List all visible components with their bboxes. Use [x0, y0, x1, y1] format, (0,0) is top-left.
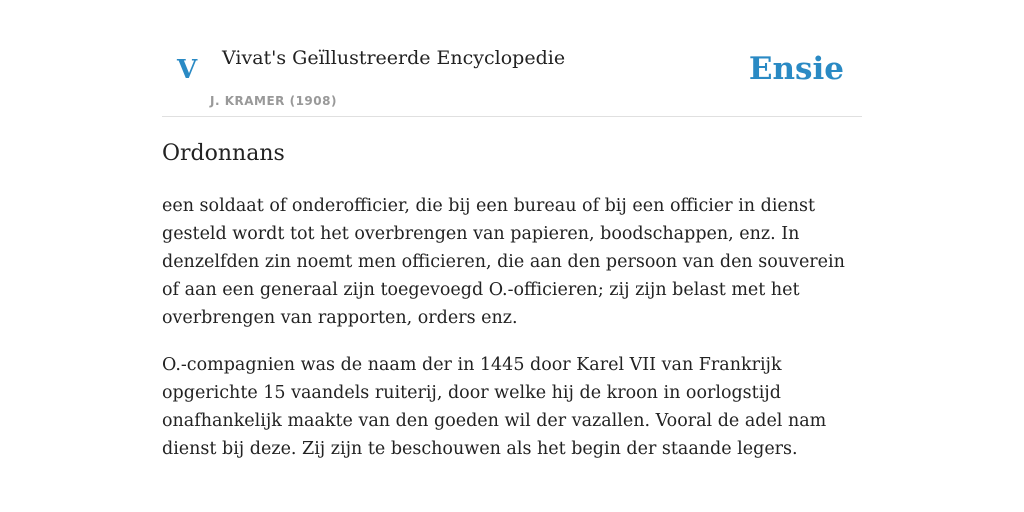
- brand-logo-link[interactable]: Ensie: [748, 51, 844, 87]
- article-body: [162, 192, 862, 482]
- source-logo[interactable]: V: [177, 55, 198, 85]
- article-headword: Ordonnans: [162, 141, 285, 166]
- source-title[interactable]: Vivat's Geïllustreerde Encyclopedie: [222, 47, 566, 69]
- source-header: [162, 0, 862, 117]
- source-author: J. KRAMER (1908): [210, 94, 337, 108]
- article-paragraph: O.-compagnien was de naam der in 1445 door Karel VII van Frankrijk opgerichte 15 vaandels ruiterij, door welke hij de kroon in oorlogstijd onafhankelijk maakte van den goeden wil der vazallen. Vooral de adel nam dienst bij deze. Zij zijn te beschouwen als het begin der staande legers.: [162, 355, 827, 459]
- article-paragraph: een soldaat of onderofficier, die bij een bureau of bij een officier in dienst gesteld wordt tot het overbrengen van papieren, boodschappen, enz. In denzelfden zin noemt men officieren, die aan den persoon van den souverein of aan een generaal zijn toegevoegd O.-officieren; zij zijn belast met het overbrengen van rapporten, orders enz.: [162, 196, 845, 328]
